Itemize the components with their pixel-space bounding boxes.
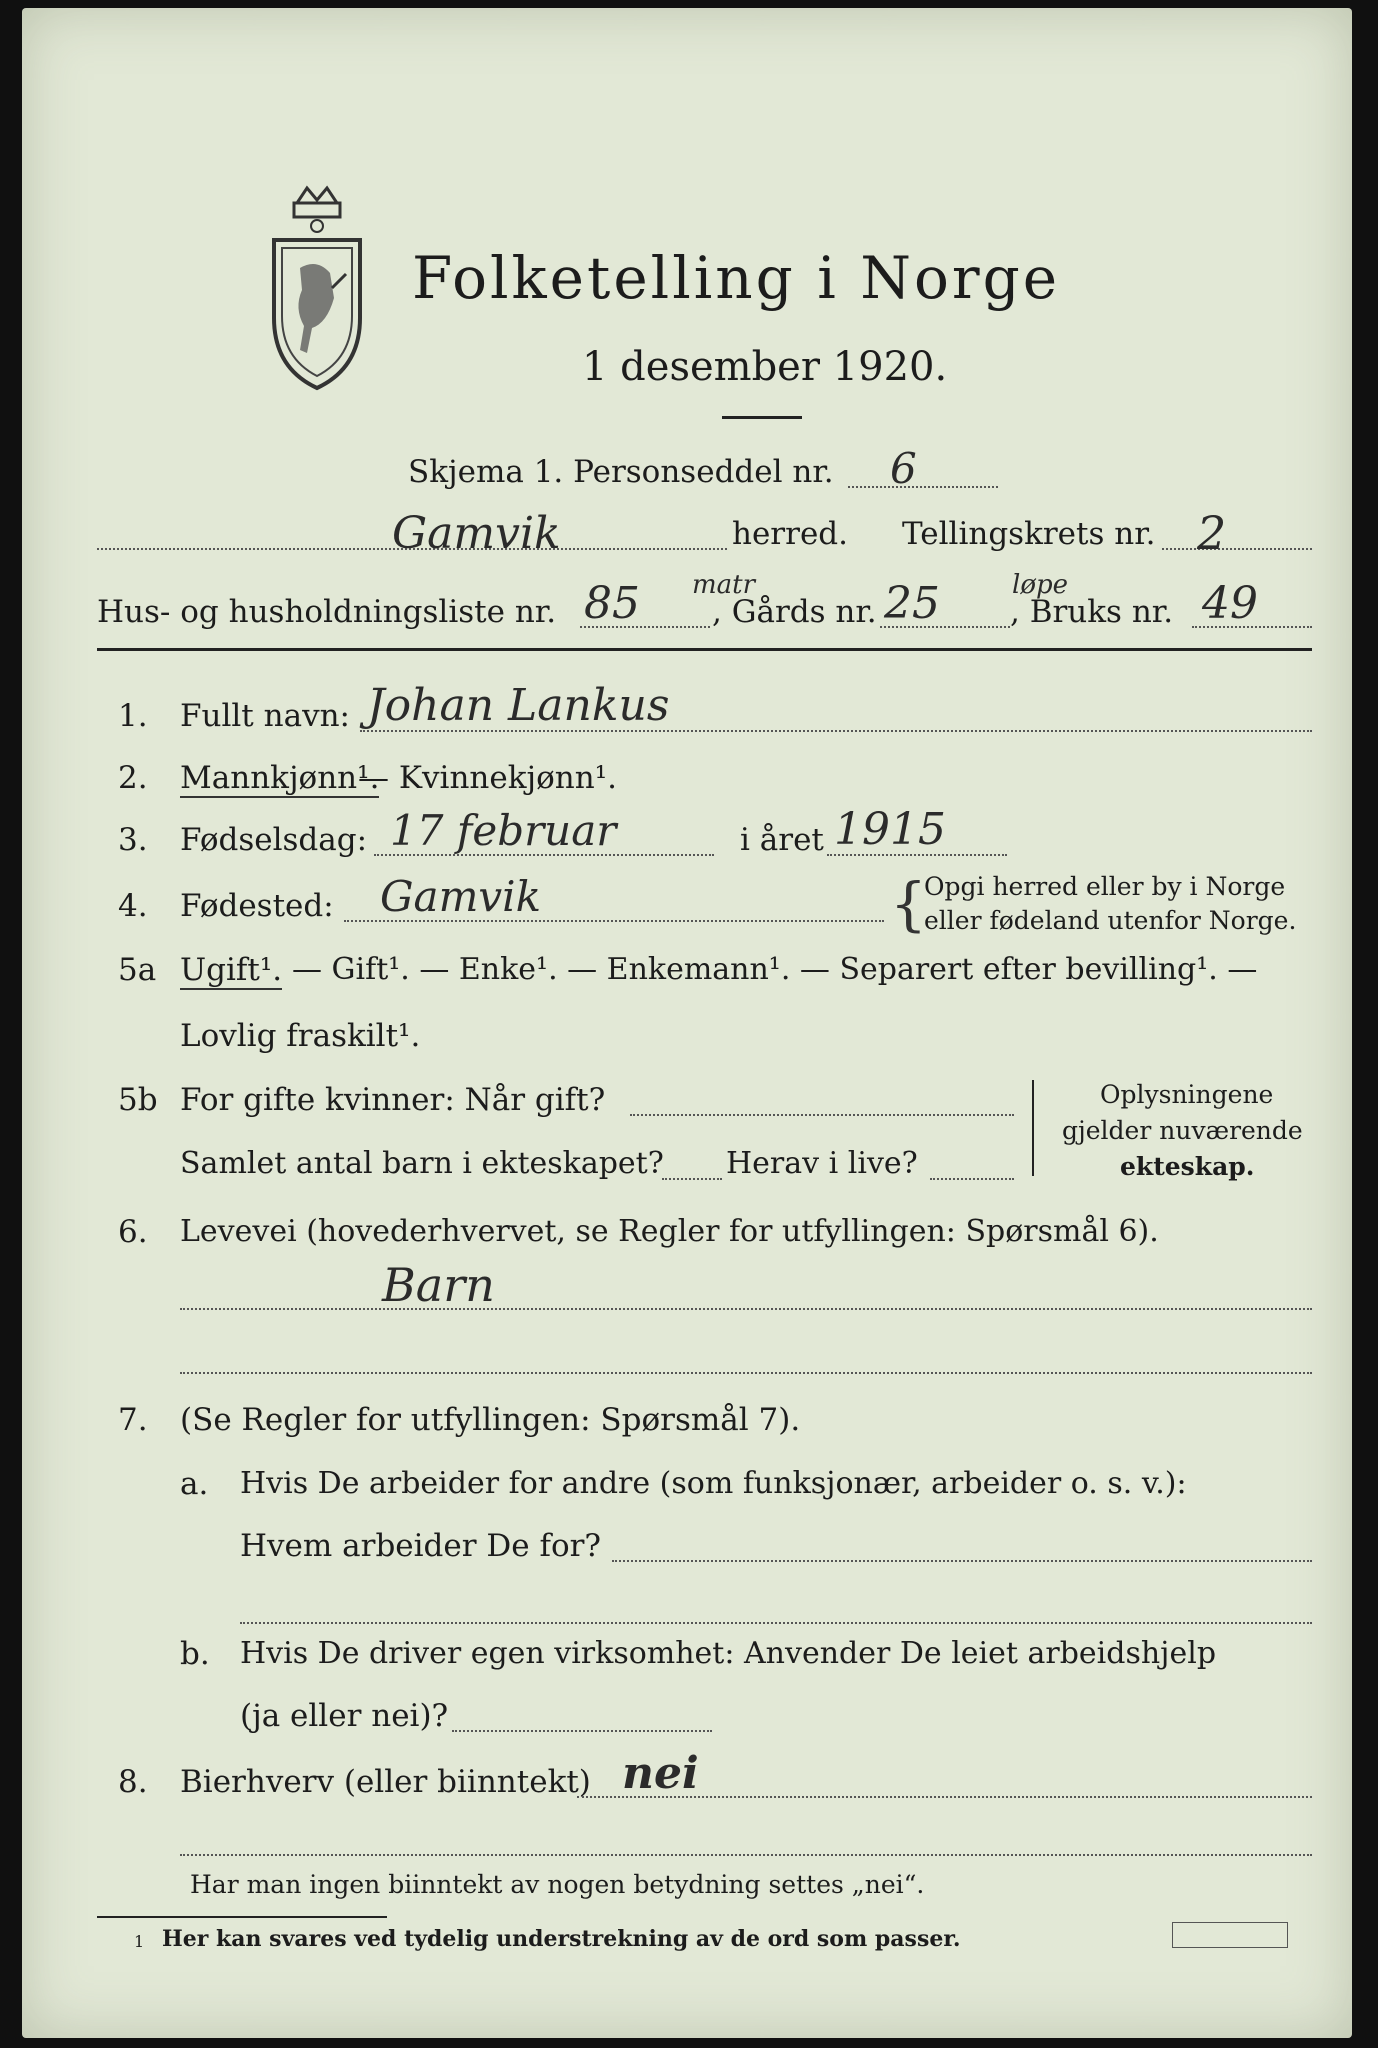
q3-year-label: i året xyxy=(740,822,824,858)
q5b-alive-line xyxy=(930,1178,1014,1180)
title-divider xyxy=(722,416,802,419)
q3-number: 3. xyxy=(118,822,148,858)
q5a-unmarried-option: Ugift¹. xyxy=(180,952,283,988)
q5b-note-line-3: ekteskap. xyxy=(1120,1152,1255,1181)
q5b-children-line xyxy=(662,1178,722,1180)
q5b-label: For gifte kvinner: Når gift? xyxy=(180,1082,606,1118)
census-form-paper xyxy=(22,8,1352,2038)
q4-label: Fødested: xyxy=(180,888,334,924)
q4-note-line-1: Opgi herred eller by i Norge xyxy=(924,872,1286,901)
q5b-note-line-1: Oplysningene xyxy=(1100,1080,1274,1109)
q5b-note-line-2: gjelder nuværende xyxy=(1062,1116,1303,1145)
header-separator xyxy=(97,648,1312,651)
q2-number: 2. xyxy=(118,760,148,796)
footnote-divider xyxy=(97,1916,387,1918)
personseddel-number: 6 xyxy=(890,444,917,493)
q7a-employer-line xyxy=(612,1560,1312,1562)
q7b-answer-line xyxy=(452,1730,712,1732)
q5a-other-options: — Gift¹. — Enke¹. — Enkemann¹. — Separert efter bevilling¹. — xyxy=(292,952,1258,987)
bruks-value: 49 xyxy=(1202,578,1258,629)
gards-value: 25 xyxy=(884,578,940,629)
printer-stamp xyxy=(1172,1922,1288,1948)
norway-coat-of-arms-icon xyxy=(262,178,372,398)
tellingskrets-label: Tellingskrets nr. xyxy=(902,516,1156,552)
q7-label: (Se Regler for utfyllingen: Spørsmål 7). xyxy=(180,1402,801,1438)
personseddel-line xyxy=(848,486,998,488)
q6-number: 6. xyxy=(118,1214,148,1250)
q3-label: Fødselsdag: xyxy=(180,822,368,858)
herred-label: herred. xyxy=(732,516,848,552)
q7b-letter: b. xyxy=(180,1636,210,1672)
q5b-alive-label: Herav i live? xyxy=(726,1146,918,1181)
gards-annotation: løpe xyxy=(1012,570,1068,600)
q8-label: Bierhverv (eller biinntekt) xyxy=(180,1764,591,1800)
q7a-letter: a. xyxy=(180,1466,209,1502)
q8-extra-line xyxy=(180,1854,1312,1856)
q8-side-income: nei xyxy=(622,1748,699,1799)
q5b-married-line xyxy=(630,1114,1014,1116)
q7b-line-2: (ja eller nei)? xyxy=(240,1698,449,1734)
gards-label: , Gårds nr. xyxy=(712,594,877,630)
hus-label: Hus- og husholdningsliste nr. xyxy=(97,594,557,630)
hus-annotation: matr xyxy=(692,570,756,600)
schema-label: Skjema 1. Personseddel nr. xyxy=(408,454,834,490)
q5b-children-label: Samlet antal barn i ekteskapet? xyxy=(180,1146,664,1181)
q7a-extra-line xyxy=(240,1622,1312,1624)
q2-other-options: — Kvinnekjønn¹. xyxy=(358,760,617,796)
q8-number: 8. xyxy=(118,1764,148,1800)
q4-number: 4. xyxy=(118,888,148,924)
q7a-line-2: Hvem arbeider De for? xyxy=(240,1528,602,1564)
footnote-mark: 1 xyxy=(134,1932,145,1951)
q6-line-1 xyxy=(180,1308,1312,1310)
tellingskrets-line xyxy=(1162,548,1312,550)
q4-brace: { xyxy=(890,870,927,938)
q5b-number: 5b xyxy=(118,1082,158,1118)
q3-birth-year: 1915 xyxy=(834,804,946,855)
tellingskrets-value: 2 xyxy=(1197,506,1227,560)
census-date: 1 desember 1920. xyxy=(582,344,948,390)
q6-occupation: Barn xyxy=(382,1258,495,1312)
q8-note: Har man ingen biinntekt av nogen betydning settes „nei“. xyxy=(190,1870,925,1899)
q4-birthplace: Gamvik xyxy=(380,872,542,921)
herred-value: Gamvik xyxy=(392,508,561,559)
hus-value: 85 xyxy=(584,578,640,629)
q6-line-2 xyxy=(180,1372,1312,1374)
q3-birth-date: 17 februar xyxy=(390,806,617,855)
q5b-note-bracket xyxy=(1032,1080,1034,1176)
q7b-text: Hvis De driver egen virksomhet: Anvender De leiet arbeidshjelp xyxy=(240,1636,1217,1671)
q5a-number: 5a xyxy=(118,952,157,988)
q7-number: 7. xyxy=(118,1402,148,1438)
q1-full-name: Johan Lankus xyxy=(367,680,670,731)
q1-label: Fullt navn: xyxy=(180,698,350,734)
q2-male-option: Mannkjønn¹. xyxy=(180,760,380,796)
bruks-label: , Bruks nr. xyxy=(1010,594,1174,630)
q1-number: 1. xyxy=(118,698,148,734)
q5a-line-2: Lovlig fraskilt¹. xyxy=(180,1018,421,1054)
q7a-text: Hvis De arbeider for andre (som funksjonær, arbeider o. s. v.): xyxy=(240,1466,1187,1501)
footnote-text: Her kan svares ved tydelig understrekning av de ord som passer. xyxy=(162,1926,961,1952)
q6-label: Levevei (hovederhvervet, se Regler for utfyllingen: Spørsmål 6). xyxy=(180,1214,1159,1249)
q4-note-line-2: eller fødeland utenfor Norge. xyxy=(924,906,1297,935)
form-title: Folketelling i Norge xyxy=(412,244,1061,312)
